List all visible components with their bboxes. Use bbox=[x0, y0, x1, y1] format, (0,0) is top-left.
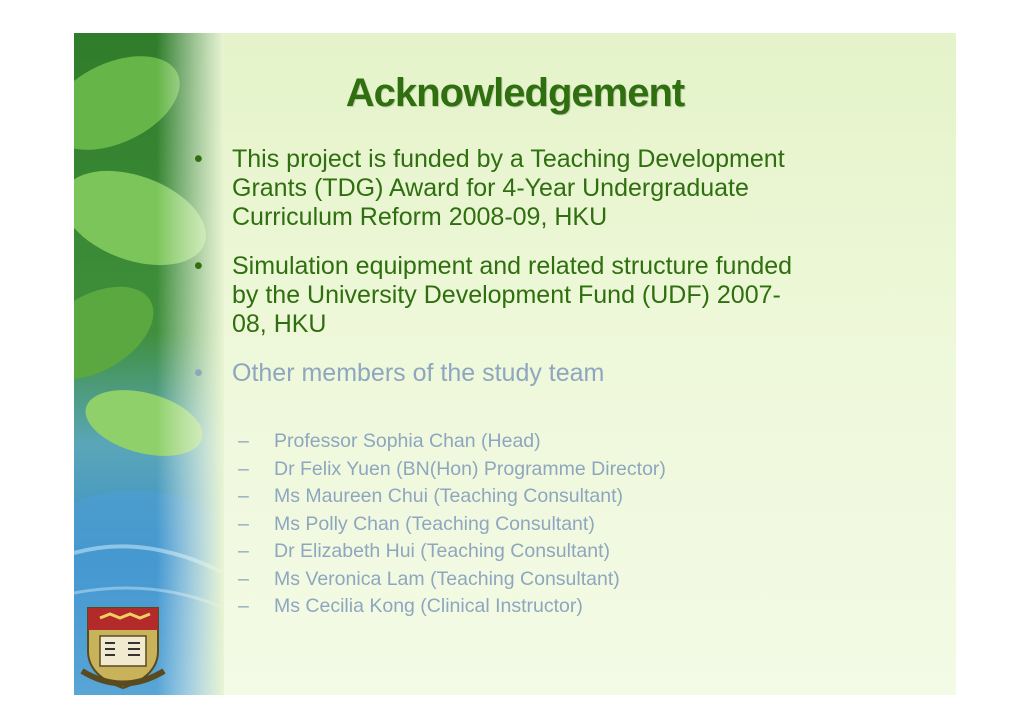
bullet-marker: • bbox=[194, 359, 203, 387]
dash-marker: – bbox=[238, 567, 249, 590]
team-member: Ms Veronica Lam (Teaching Consultant) bbox=[274, 567, 620, 590]
bullet-text: Other members of the study team bbox=[232, 359, 605, 387]
list-item bbox=[232, 566, 872, 594]
slide bbox=[74, 33, 956, 695]
team-member: Ms Cecilia Kong (Clinical Instructor) bbox=[274, 595, 583, 617]
dash-marker: – bbox=[238, 430, 249, 452]
team-member: Ms Polly Chan (Teaching Consultant) bbox=[274, 512, 595, 535]
list-item bbox=[232, 456, 872, 484]
team-member: Dr Elizabeth Hui (Teaching Consultant) bbox=[274, 540, 610, 562]
dash-marker: – bbox=[238, 457, 249, 480]
team-member: Professor Sophia Chan (Head) bbox=[274, 430, 541, 452]
list-item bbox=[232, 483, 872, 511]
bullet-line: Simulation equipment and related structure funded bbox=[232, 252, 793, 280]
dash-marker: – bbox=[238, 595, 249, 617]
bullet-item bbox=[192, 252, 932, 339]
dash-marker: – bbox=[238, 485, 249, 507]
dash-marker: – bbox=[238, 512, 249, 535]
list-item bbox=[232, 428, 872, 456]
team-member: Ms Maureen Chui (Teaching Consultant) bbox=[274, 485, 624, 507]
bullet-line: Grants (TDG) Award for 4-Year Undergraduate bbox=[232, 174, 749, 202]
bullet-item bbox=[192, 359, 932, 388]
list-item bbox=[232, 593, 872, 621]
bullet-list bbox=[192, 145, 932, 390]
slide-title: Acknowledgement bbox=[345, 71, 685, 115]
bullet-item bbox=[192, 145, 932, 232]
bullet-line: 08, HKU bbox=[232, 310, 327, 338]
list-item bbox=[232, 538, 872, 566]
university-crest-icon bbox=[80, 596, 166, 691]
list-item bbox=[232, 511, 872, 539]
bullet-line: Curriculum Reform 2008-09, HKU bbox=[232, 203, 608, 231]
bullet-line: This project is funded by a Teaching Development bbox=[232, 145, 785, 173]
team-member: Dr Felix Yuen (BN(Hon) Programme Director) bbox=[274, 457, 666, 480]
bullet-marker: • bbox=[194, 252, 203, 280]
dash-marker: – bbox=[238, 540, 249, 562]
bullet-line: by the University Development Fund (UDF) 2007- bbox=[232, 281, 781, 309]
team-member-list bbox=[232, 428, 872, 621]
bullet-marker: • bbox=[194, 145, 203, 173]
